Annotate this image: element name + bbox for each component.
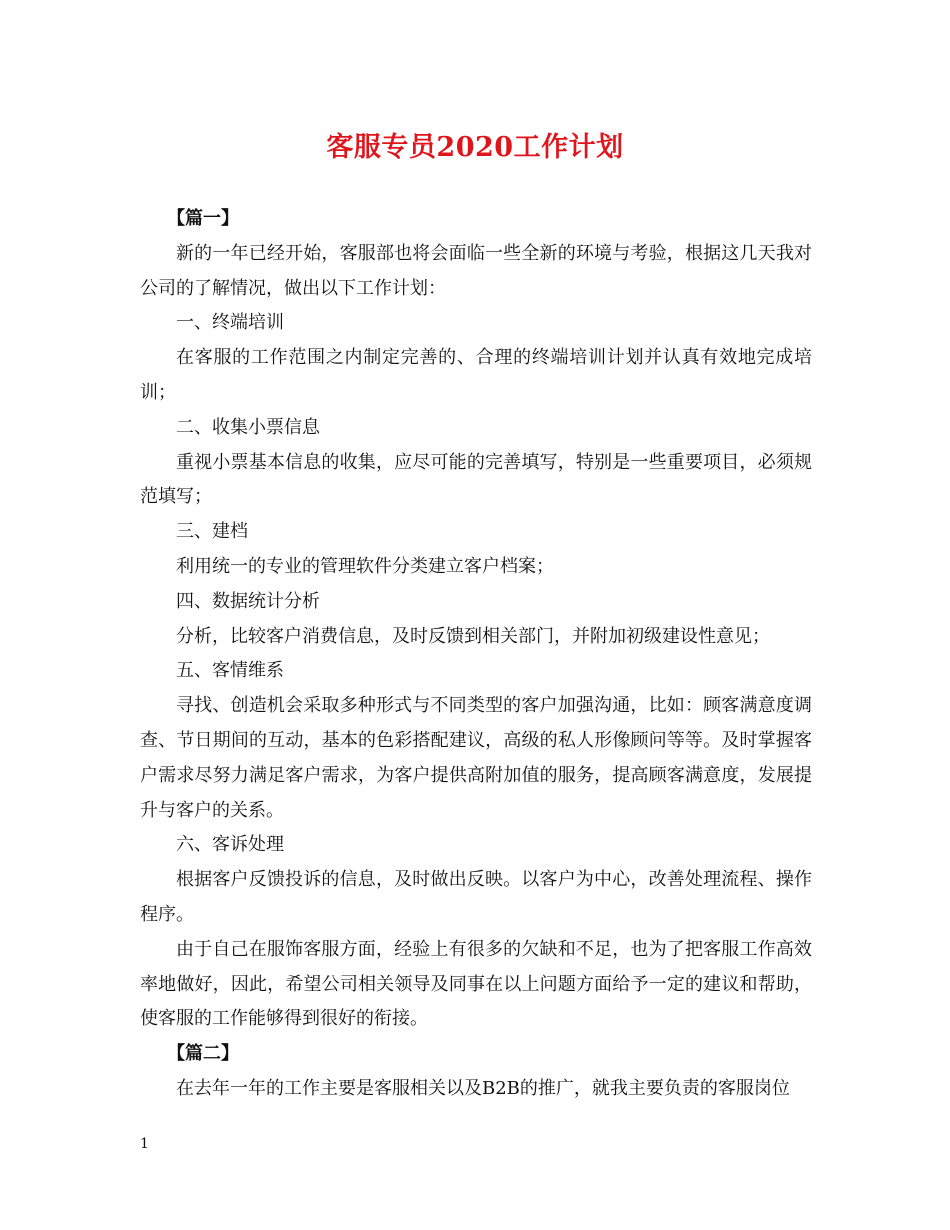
paragraph: 根据客户反馈投诉的信息，及时做出反映。以客户为中心，改善处理流程、操作程序。 [140,869,812,925]
paragraph: 由于自己在服饰客服方面，经验上有很多的欠缺和不足，也为了把客服工作高效率地做好，因此，希望公司相关领导及同事在以上问题方面给予一定的建议和帮助，使客服的工作能够得到很好的衔接。 [140,938,812,1030]
paragraph: 在去年一年的工作主要是客服相关以及B2B的推广，就我主要负责的客服岗位 [176,1077,790,1099]
document-body [140,202,812,1107]
section-heading: 六、客诉处理 [176,834,284,856]
part-heading: 【篇二】 [167,1043,239,1065]
paragraph: 分析，比较客户消费信息，及时反馈到相关部门，并附加初级建设性意见； [176,625,770,647]
part-heading: 【篇一】 [167,208,239,229]
paragraph: 新的一年已经开始，客服部也将会面临一些全新的环境与考验，根据这几天我对公司的了解情况，做出以下工作计划： [140,242,812,299]
document-title: 客服专员2020工作计划 [326,132,624,163]
section-heading: 二、收集小票信息 [176,416,320,438]
paragraph: 重视小票基本信息的收集，应尽可能的完善填写，特别是一些重要项目，必须规范填写； [140,451,812,508]
paragraph: 在客服的工作范围之内制定完善的、合理的终端培训计划并认真有效地完成培训； [140,347,812,403]
paragraph: 利用统一的专业的管理软件分类建立客户档案； [176,555,554,577]
section-heading: 一、终端培训 [176,312,284,334]
section-heading: 四、数据统计分析 [176,590,320,612]
section-heading: 三、建档 [176,521,248,543]
paragraph: 寻找、创造机会采取多种形式与不同类型的客户加强沟通，比如：顾客满意度调查、节日期间的互动，基本的色彩搭配建议，高级的私人形像顾问等等。及时掌握客户需求尽努力满足客户需求，为客户提供高附加值的服务，提高顾客满意度，发展提升与客户的关系。 [140,695,812,821]
page-number: 1 [140,1136,149,1152]
section-heading: 五、客情维系 [176,660,284,682]
